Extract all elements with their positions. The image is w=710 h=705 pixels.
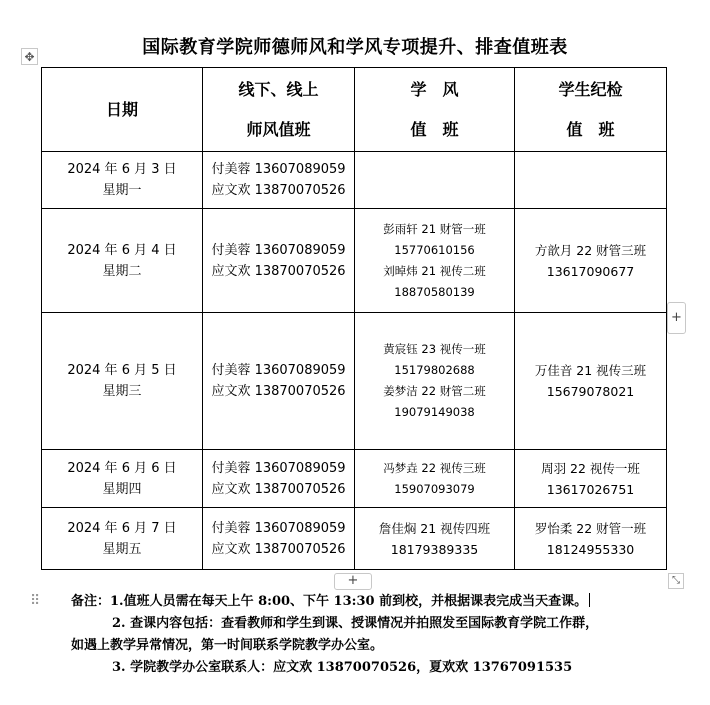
header-study-duty: 学 风 值 班	[355, 68, 515, 152]
study-cell: 詹佳焖 21 视传四班 18179389335	[355, 508, 515, 570]
header-date: 日期	[42, 68, 203, 152]
teacher-cell: 付美蓉 13607089059 应文欢 13870070526	[203, 152, 355, 209]
teacher-cell: 付美蓉 13607089059 应文欢 13870070526	[203, 508, 355, 570]
note-line-2: 2. 查课内容包括：查看教师和学生到课、授课情况并拍照发至国际教育学院工作群，	[112, 616, 599, 631]
teacher-cell: 付美蓉 13607089059 应文欢 13870070526	[203, 313, 355, 450]
table-row	[42, 209, 667, 313]
date-cell: 2024 年 6 月 5 日 星期三	[42, 313, 203, 450]
document-title: 国际教育学院师德师风和学风专项提升、排查值班表	[142, 37, 568, 58]
discipline-cell: 方歆月 22 财管三班 13617090677	[515, 209, 667, 313]
study-cell: 冯梦垚 22 视传三班 15907093079	[355, 450, 515, 508]
date-cell: 2024 年 6 月 4 日 星期二	[42, 209, 203, 313]
teacher-cell: 付美蓉 13607089059 应文欢 13870070526	[203, 450, 355, 508]
date-cell: 2024 年 6 月 7 日 星期五	[42, 508, 203, 570]
study-cell: 彭雨轩 21 财管一班 15770610156 刘晫炜 21 视传二班 18870580139	[355, 209, 515, 313]
note-line-3: 如遇上教学异常情况，第一时间联系学院教学办公室。	[71, 638, 384, 653]
study-cell	[355, 152, 515, 209]
header-teacher-duty: 线下、线上 师风值班	[203, 68, 355, 152]
header-discipline-duty: 学生纪检 值 班	[515, 68, 667, 152]
table-resize-icon[interactable]: ⤡	[668, 573, 684, 589]
add-column-button[interactable]: +	[667, 302, 686, 334]
text-cursor	[589, 593, 590, 607]
duty-table	[41, 67, 667, 570]
note-line-4: 3. 学院教学办公室联系人：应文欢 13870070526，夏欢欢 13767091535	[112, 660, 573, 675]
study-cell: 黄宸钰 23 视传一班 15179802688 姜梦洁 22 财管二班 19079149038	[355, 313, 515, 450]
table-row	[42, 152, 667, 209]
table-row	[42, 313, 667, 450]
discipline-cell: 罗怡柔 22 财管一班 18124955330	[515, 508, 667, 570]
date-cell: 2024 年 6 月 6 日 星期四	[42, 450, 203, 508]
table-header-row	[42, 68, 667, 152]
paragraph-drag-handle-icon[interactable]: ⠿	[30, 593, 39, 609]
date-cell: 2024 年 6 月 3 日 星期一	[42, 152, 203, 209]
add-row-button[interactable]: +	[334, 573, 372, 590]
table-row	[42, 450, 667, 508]
teacher-cell: 付美蓉 13607089059 应文欢 13870070526	[203, 209, 355, 313]
table-move-handle-icon[interactable]: ✥	[21, 48, 38, 65]
note-line-1: 备注：1.值班人员需在每天上午 8:00、下午 13:30 前到校，并根据课表完成当天查课。	[71, 591, 590, 613]
discipline-cell: 周羽 22 视传一班 13617026751	[515, 450, 667, 508]
table-row	[42, 508, 667, 570]
discipline-cell: 万佳音 21 视传三班 15679078021	[515, 313, 667, 450]
discipline-cell	[515, 152, 667, 209]
